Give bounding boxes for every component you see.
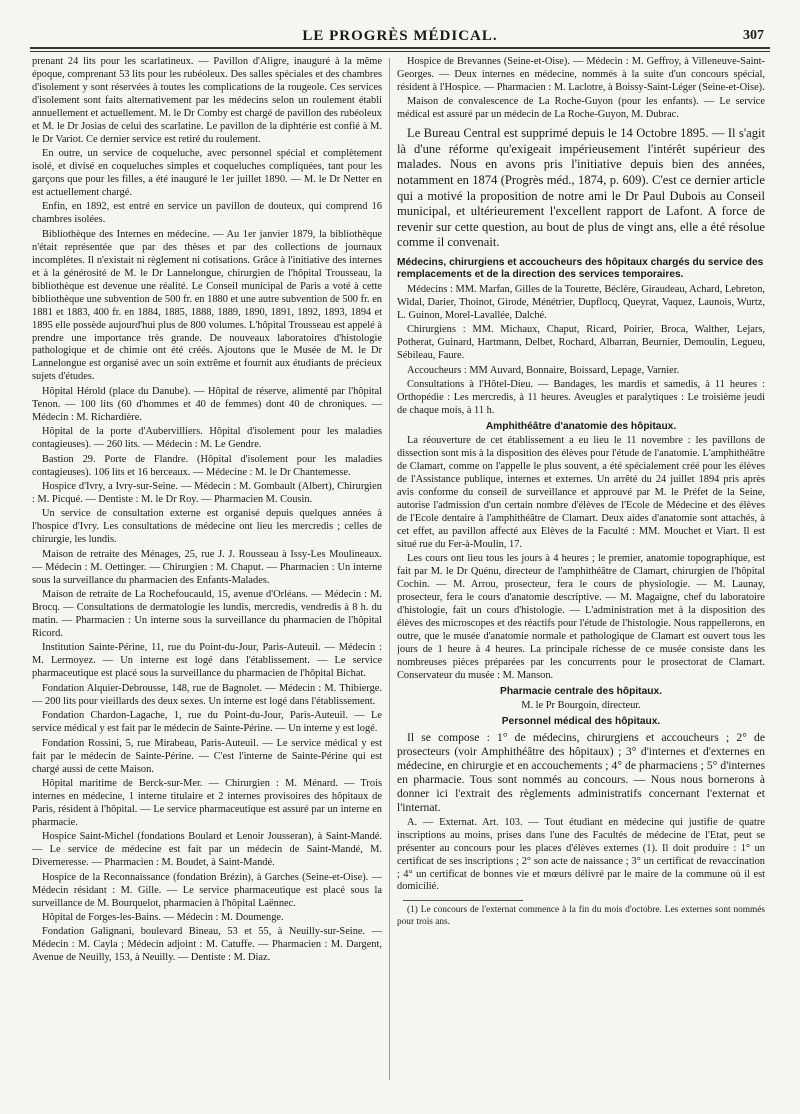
paragraph: Hospice de la Reconnaissance (fondation Brézin), à Garches (Seine-et-Oise). — Médecin résidant : M. Gille. — Le service pharmaceutique est placé sous la surveillance de M. Bourquelot, pharmacien à l'hôpital Laënnec. <box>32 871 382 909</box>
paragraph: Consultations à l'Hôtel-Dieu. — Bandages, les mardis et samedis, à 11 heures : Orthopédie : Les mercredis, à 11 heures. Aveugles et paralytiques : Le troisième jeudi de chaque mois, à 11 h. <box>397 379 765 416</box>
paragraph: Il se compose : 1° de médecins, chirurgiens et accoucheurs ; 2° de prosecteurs (voir Amphithéâtre des hôpitaux) ; 3° d'internes et d'externes en médecine, en chirurgie et en accouchements ; 4° de pharmaciens ; 5° d'internes en pharmacie. Tous sont nommés au concours. — Nous nous bornerons à donner ici l'extrait des règlements administratifs concernant l'externat et l'internat. <box>397 730 765 815</box>
paragraph: Fondation Chardon-Lagache, 1, rue du Point-du-Jour, Paris-Auteuil. — Le service médical y est fait par le médecin de Sainte-Périne. — Un interne y est logé. <box>32 710 382 735</box>
paragraph: Médecins : MM. Marfan, Gilles de la Tourette, Béclère, Giraudeau, Achard, Lebreton, Widal, Darier, Thoinot, Girode, Ménétrier, Dupflocq, Queyrat, Vaquez, Launois, Wurtz, L. Guinon, Morel-Lavallée, Dalché. <box>397 283 765 321</box>
footnote: (1) Le concours de l'externat commence à la fin du mois d'octobre. Les externes sont nommés pour trois ans. <box>397 905 765 927</box>
paragraph: Hôpital de la porte d'Aubervilliers. Hôpital d'isolement pour les maladies contagieuses). — 260 lits. — Médecin : M. Le Gendre. <box>32 426 382 451</box>
paragraph: Les cours ont lieu tous les jours à 4 heures ; le premier, anatomie topographique, est fait par M. le Dr Quénu, directeur de l'amphithéâtre de Clamart, chirurgien de l'hôpital Cochin. — M. Arrou, prosecteur, fera le cours de physiologie. — M. Launay, prosecteur, fera le cours d'anatomie descriptive. — M. Magaigne, chef du laboratoire d'histologie, fait un cours d'histologie. — L'administration met à la disposition des élèves des microscopes et des réactifs pour l'étude de l'histologie. Nous rappellerons, en outre, que le musée d'anatomie normale et pathologique de Clamart est ouvert tous les jours de 1 heure à 4 heures. La principale richesse de ce musée consiste dans les nombreuses pièces préparées par les concurrents pour le prosectorat de Clamart. Conservateur du musée : M. Manson. <box>397 553 765 681</box>
paragraph: Hospice Saint-Michel (fondations Boulard et Lenoir Jousseran), à Saint-Mandé. — Le service de médecine est fait par un médecin de Saint-Mandé, M. Diverneresse. — Pharmacien : M. Boudet, à Saint-Mandé. <box>32 831 382 869</box>
section-heading: Amphithéâtre d'anatomie des hôpitaux. <box>485 420 677 432</box>
header-rule-thin <box>30 51 770 52</box>
paragraph: Hôpital de Forges-les-Bains. — Médecin : M. Doumenge. <box>42 912 284 923</box>
page-number: 307 <box>743 28 764 43</box>
section-heading: Pharmacie centrale des hôpitaux. <box>500 685 662 697</box>
paragraph: Maison de convalescence de La Roche-Guyon (pour les enfants). — Le service médical est assuré par un médecin de La Roche-Guyon, M. Dubrac. <box>397 96 765 121</box>
paragraph: Fondation Galignani, boulevard Bineau, 53 et 55, à Neuilly-sur-Seine. — Médecin : M. Cayla ; Médecin adjoint : M. Catuffe. — Pharmacien : M. Dargent, Avenue de Neuilly, 153, à Neuilly. — Dentiste : M. Diaz. <box>32 926 382 964</box>
paragraph: Fondation Alquier-Debrousse, 148, rue de Bagnolet. — Médecin : M. Thibierge. — 200 lits pour vieillards des deux sexes. Un interne est logé dans l'établissement. <box>32 682 382 707</box>
section-heading: Personnel médical des hôpitaux. <box>501 716 661 728</box>
paragraph: Hospice d'Ivry, a Ivry-sur-Seine. — Médecin : M. Gombault (Albert), Chirurgien : M. Picqué. — Dentiste : M. le Dr Roy. — Pharmacien M. Cousin. <box>32 481 382 505</box>
paragraph: Chirurgiens : MM. Michaux, Chaput, Ricard, Poirier, Broca, Walther, Lejars, Potherat, Guinard, Hartmann, Delbet, Rochard, Albarran, Beurnier, Demoulin, Legueu, Sébileau, Faure. <box>397 324 765 362</box>
paragraph: Hospice de Brevannes (Seine-et-Oise). — Médecin : M. Geffroy, à Villeneuve-Saint-Georges. — Deux internes en médecine, nommés à la suite d'un concours spécial, résident à l'Hospice. — Pharmacien : M. Laclotre, à Boissy-Saint-Léger (Seine-et-Oise). <box>397 56 765 93</box>
paragraph: Maison de retraite des Ménages, 25, rue J. J. Rousseau à Issy-Les Moulineaux. — Médecin : M. Oettinger. — Chirurgien : M. Chaput. — Pharmacien : Un interne sous la surveillance du pharmacien des Enfants-Malades. <box>32 548 382 586</box>
bureau-central-notice: Le Bureau Central est supprimé depuis le 14 Octobre 1895. — Il s'agit là d'une réforme qu'exigeait impérieusement l'intérêt supérieur des malades. Nous en avons pris l'initiative depuis bien des années, notamment en 1874 (Progrès méd., 1874, p. 609). C'est ce dernier article qui a motivé la proposition de notre ami le Dr Paul Dubois au Conseil municipal, et ultérieurement l'excellent rapport de Lafont. A force de revenir sur cette question, au bout de plus de vingt ans, elle a été résolue comme il convenait. <box>397 126 765 250</box>
paragraph: Hôpital Hérold (place du Danube). — Hôpital de réserve, alimenté par l'hôpital Tenon. — 100 lits (60 d'hommes et 40 de femmes) dont 40 de chroniques. — Médecin : M. Richardière. <box>32 385 382 423</box>
paragraph: Bibliothèque des Internes en médecine. — Au 1er janvier 1879, la bibliothèque n'était représentée que par des thèses et par des collections de journaux incomplètes. Il n'existait ni règlement ni cotisations. Grâce à l'initiative des internes et à la générosité de M. le Dr Lannelongue, chirurgien de l'hôpital Trousseau, la bibliothèque est devenue une réalité. Le Conseil municipal de Paris a voté à cette bibliothèque une subvention de 500 fr. en 1880 et une autre subvention de 500 fr. en 1881 et 1883, 400 fr. en 1884, 1885, 1888, 1889, 1890, 1891, 1892, 1893, 1894 et 1895 elle possède aujourd'hui plus de 800 volumes. L'hôpital Trousseau est appelé à prendre une importance très grande. De nouveaux laboratoires d'histologie pathologique et de chimie ont été créés. Ajoutons que le Musée de M. le Dr Lannelongue est organisé avec un soin extrême et fournit aux étudiants de précieux sujets d'études. <box>32 228 382 383</box>
paragraph: Bastion 29. Porte de Flandre. (Hôpital d'isolement pour les maladies contagieuses). 106 lits et 16 berceaux. — Médecine : M. le Dr Chantemesse. <box>32 453 382 478</box>
paragraph: Maison de retraite de La Rochefoucauld, 15, avenue d'Orléans. — Médecin : M. Brocq. — Consultations de dermatologie les lundis, mercredis, vendredis à 8 h. du matin. — Pharmacien : Un interne sous la surveillance du pharmacien de l'hôpital Ricord. <box>32 589 382 639</box>
paragraph: Hôpital maritime de Berck-sur-Mer. — Chirurgien : M. Ménard. — Trois internes en médecine, 1 interne titulaire et 2 internes provisoires des hôpitaux de Paris, résident à l'hôpital. — Le service pharmaceutique est assuré par un interne en pharmacie. <box>32 777 382 828</box>
column-divider <box>389 58 390 1080</box>
paragraph: prenant 24 lits pour les scarlatineux. — Pavillon d'Aligre, inauguré à la même époque, comprenant 53 lits pour les rubéoleux. Des salles spéciales et des chambres d'isolement y sont réservées à toutes les complications de la rougeole. Ces services d'isolement sont faits alternativement par les médecins selon un roulement établi annuellement et actuellement. M. le Dr Comby est chargé de pavillon des rubéoleux et M. le Dr Josias de celui des scarlatine. Le pavillon de la diphtérie est confié à M. le Dr Variot. Ce dernier service est retiré du roulement. <box>32 56 382 145</box>
left-column <box>32 56 382 1088</box>
right-column <box>397 56 765 1088</box>
footnote-rule <box>403 900 523 901</box>
paragraph: Accoucheurs : MM Auvard, Bonnaire, Boissard, Lepage, Varnier. <box>407 364 680 376</box>
journal-title: LE PROGRÈS MÉDICAL. <box>302 28 498 44</box>
paragraph: Enfin, en 1892, est entré en service un pavillon de douteux, qui comprend 16 chambres isolées. <box>32 201 382 226</box>
paragraph: Institution Sainte-Périne, 11, rue du Point-du-Jour, Paris-Auteuil. — Médecin : M. Lermoyez. — Un interne est logé dans l'établissement. — Le service pharmaceutique est placé sous la surveillance du pharmacien de l'hôpital Bichat. <box>32 642 382 680</box>
paragraph: En outre, un service de coqueluche, avec personnel spécial et complètement isolé, et divisé en coqueluches simples et coqueluches compliquées, tant pour les garçons que pour les filles, a été inauguré le 1er juillet 1890. — M. le Dr Netter en est actuellement chargé. <box>32 148 382 199</box>
page-header <box>30 26 770 46</box>
header-rule <box>30 47 770 49</box>
paragraph: La réouverture de cet établissement a eu lieu le 11 novembre : les pavillons de dissection sont mis à la disposition des élèves pour l'étude de l'anatomie. L'amphithéâtre de Clamart, comme on l'appelle le plus souvent, a été spécialement créé pour les élèves de l'Assistance publique, internes et externes. Un arrêté du 24 juillet 1894 pris après avis conforme du conseil de surveillance et approuvé par M. le Préfet de la Seine, autorise l'admission d'un certain nombre d'élèves de l'Ecole de Médecine et des élèves de l'Ecole dentaire à l'amphithéâtre de Clamart. Deux aides d'anatomie sont attachés, à cet effet, au pavillon affecté aux Elèves de la Faculté : MM. Mouchet et Viart. Il est situé rue du Fer-à-Moulin, 17. <box>397 435 765 550</box>
paragraph: A. — Externat. Art. 103. — Tout étudiant en médecine qui justifie de quatre inscriptions au moins, prises dans l'une des Facultés de médecine de l'Etat, peut se présenter au concours pour les places d'élèves externes (1). Il doit produire : 1° un certificat de ses inscriptions ; 2° son acte de naissance ; 3° un certificat de revaccination ; 4° un certificat de bonnes vie et mœurs délivré par le maire de la commune où il est domicilié. <box>397 816 765 893</box>
paragraph: Un service de consultation externe est organisé depuis quelques années à l'hospice d'Ivry. Les consultations de médecine ont lieu les mercredis ; celles de chirurgie, les lundis. <box>32 508 382 546</box>
section-heading: Médecins, chirurgiens et accoucheurs des hôpitaux chargés du service des remplacements et de la direction des services temporaires. <box>397 257 764 281</box>
paragraph: M. le Pr Bourgoin, directeur. <box>521 700 641 712</box>
paragraph: Fondation Rossini, 5, rue Mirabeau, Paris-Auteuil. — Le service médical y est fait par le médecin de Sainte-Périne. — C'est l'interne de Sainte-Périne qui est chargé aussi de cette Maison. <box>32 737 382 775</box>
